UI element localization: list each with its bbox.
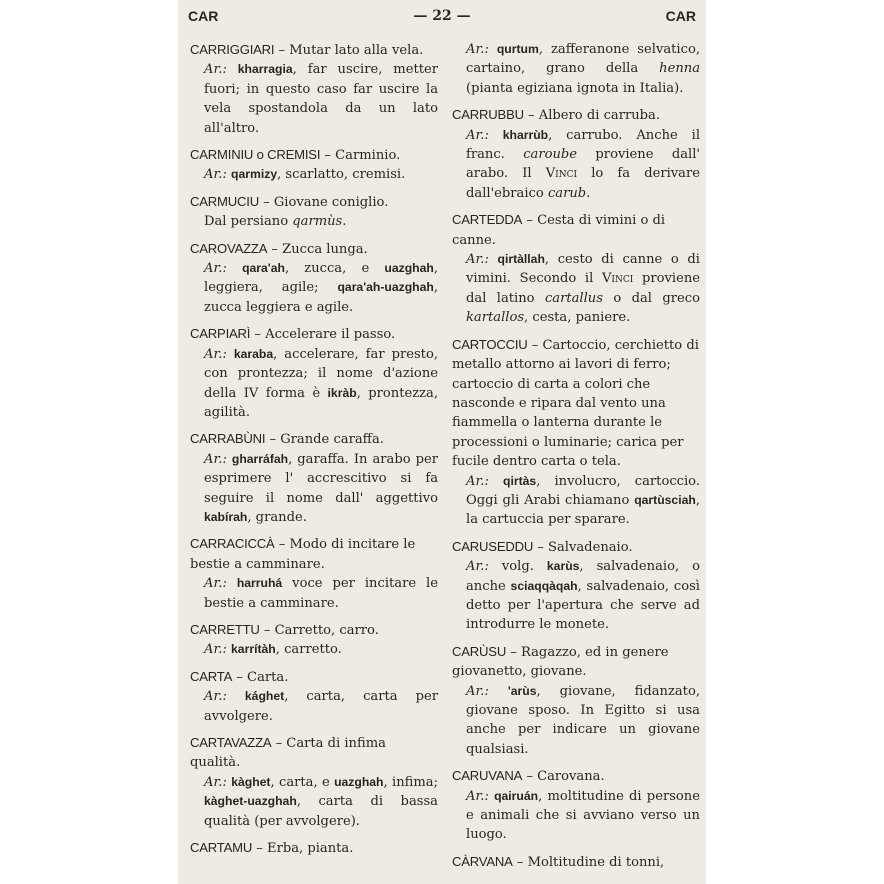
arabic-term: uazghah (334, 774, 384, 789)
cited-term: caroube (523, 147, 578, 163)
language-label: Ar.: (204, 167, 227, 183)
headword: CARÙSU (452, 643, 507, 659)
dictionary-entry (452, 210, 700, 327)
headword: CARMINIU o CREMISI (190, 147, 321, 163)
cited-term: Vinci (545, 166, 578, 182)
arabic-term: harruhá (236, 576, 283, 591)
dictionary-entry (452, 335, 700, 530)
headword: CARTOCCIU (452, 336, 528, 352)
definition: Modo di incitare le bestie a camminare. (190, 537, 416, 572)
definition: Zucca lunga. (282, 241, 368, 257)
arabic-term: gharráfah (231, 451, 289, 466)
entry-headline: CARUSEDDU – Salvadenaio. (452, 538, 633, 555)
dictionary-entry (190, 429, 438, 527)
definition: Carretto, carro. (274, 622, 379, 638)
dictionary-entry (190, 324, 438, 422)
dictionary-entry (190, 239, 438, 318)
dictionary-entry (452, 40, 700, 98)
headword: CARTAVAZZA (190, 735, 272, 750)
entry-headline: CARTAVAZZA – Carta di infima qualità. (190, 735, 386, 771)
language-label: Ar.: (466, 127, 489, 143)
entry-headline: CARRETTU – Carretto, carro. (190, 621, 379, 638)
etymology: Ar.: karrítàh, carretto. (204, 642, 342, 658)
headword: CARRIGGIARI (190, 42, 275, 57)
arabic-term: karrítàh (231, 642, 276, 657)
right-column (452, 40, 700, 879)
dictionary-entry (190, 534, 438, 613)
definition: Ragazzo, ed in genere giovanetto, giovane. (452, 644, 669, 680)
etymology: Ar.: 'arùs, giovane, fidanzato, giovane sposo. In Egitto si usa anche per indicare un giovane qualsiasi. (466, 683, 700, 757)
arabic-term: ikràb (327, 385, 357, 400)
definition: Carta di infima qualità. (190, 736, 386, 771)
language-label: Ar.: (204, 261, 227, 277)
definition: Salvadenaio. (548, 539, 633, 555)
dictionary-entry (452, 537, 700, 635)
dictionary-entry (452, 852, 700, 872)
language-label: Ar.: (466, 252, 489, 268)
headword: CARRACICCÀ (190, 536, 275, 552)
entry-headline: CARTA – Carta. (190, 668, 289, 685)
language-label: Ar.: (466, 788, 489, 804)
headword: CARRUBBU (452, 107, 524, 123)
dictionary-entry (452, 642, 700, 759)
arabic-term: qara'ah-uazghah (337, 280, 434, 295)
dictionary-entry (190, 192, 438, 232)
language-label: Ar.: (466, 683, 489, 699)
cited-term: qarmùs (292, 214, 343, 230)
headword: CARTA (190, 668, 233, 684)
entry-headline: CÀRVANA – Moltitudine di tonni, (452, 853, 665, 870)
page-header (188, 8, 696, 28)
cited-term: Vinci (601, 271, 634, 287)
entry-headline: CARRUBBU – Albero di carruba. (452, 107, 661, 124)
etymology: Ar.: qara'ah, zucca, e uazghah, leggiera, agile; qara'ah-uazghah, zucca leggiera e agile. (204, 261, 438, 315)
definition: Grande caraffa. (280, 432, 384, 448)
page-number: — 22 — (413, 8, 471, 24)
cited-term: henna (659, 61, 700, 77)
arabic-term: qartùsciah (634, 492, 696, 507)
etymology: Ar.: qurtum, zafferanone selvatico, cartaino, grano della henna (pianta egiziana ignota in Italia). (466, 42, 700, 96)
definition: Cesta di vimini o di canne. (452, 213, 666, 248)
dictionary-entry (190, 145, 438, 185)
definition: Mutar lato alla vela. (289, 43, 424, 58)
arabic-term: qairuán (494, 788, 539, 803)
etymology: Ar.: qairuán, moltitudine di persone e animali che si avviano verso un luogo. (466, 788, 700, 843)
headword: CARTEDDA (452, 212, 523, 228)
entry-headline: CARTEDDA – Cesta di vimini o di canne. (452, 212, 666, 248)
entry-headline: CARPIARÌ – Accelerare il passo. (190, 326, 396, 343)
headword: CÀRVANA (452, 853, 513, 869)
header-right-guideword: CAR (665, 8, 696, 24)
entry-headline: CARTAMU – Erba, pianta. (190, 840, 354, 857)
headword: CARRABÙNI (190, 431, 266, 447)
dictionary-entry (190, 40, 438, 138)
language-label: Ar.: (466, 559, 489, 575)
headword: CARPIARÌ (190, 326, 251, 342)
language-label: Ar.: (204, 346, 227, 362)
entry-headline: CARRACICCÀ – Modo di incitare le bestie a camminare. (190, 536, 416, 572)
language-label: Ar.: (466, 473, 489, 489)
arabic-term: qarmizy (231, 167, 278, 182)
etymology: Ar.: qirtàllah, cesto di canne o di vimini. Secondo il Vinci proviene dal latino cartallus o dal greco kartallos, cesta, paniere. (466, 252, 700, 326)
etymology: Ar.: gharráfah, garaffa. In arabo per esprimere l' accrescitivo si fa seguire il nome dall' aggettivo kabírah, grande. (204, 451, 439, 525)
definition: Cartoccio, cerchietto di metallo attorno ai lavori di ferro; cartoccio di carta a colori che nasconde e ripara dal vento una fiammella o lanterna durante le processioni o luminarie; carica per fucile dentro carta o tela. (452, 337, 699, 470)
arabic-term: kharragia (237, 62, 293, 77)
left-column (190, 40, 438, 865)
dictionary-entry (190, 667, 438, 726)
arabic-term: kabírah (204, 509, 248, 524)
dictionary-entry (190, 620, 438, 660)
definition: Giovane coniglio. (273, 194, 389, 210)
etymology: Ar.: qarmizy, scarlatto, cremisi. (204, 167, 406, 183)
cited-term: carub (547, 185, 587, 201)
cited-term: cartallus (544, 290, 603, 306)
language-label: Ar.: (204, 62, 227, 78)
etymology: Ar.: qirtàs, involucro, cartoccio. Oggi gli Arabi chiamano qartùsciah, la cartuccia per sparare. (466, 473, 700, 528)
headword: CARTAMU (190, 840, 253, 856)
etymology: Dal persiano qarmùs. (204, 214, 347, 230)
definition: Carminio. (335, 148, 401, 164)
etymology: Ar.: karaba, accelerare, far presto, con prontezza; il nome d'azione della IV forma è ikràb, prontezza, agilità. (204, 346, 438, 420)
arabic-term: kharrùb (502, 127, 549, 142)
arabic-term: qara'ah (242, 261, 285, 276)
language-label: Ar.: (204, 642, 227, 658)
arabic-term: qirtàllah (497, 252, 545, 267)
entry-headline: CAROVAZZA – Zucca lunga. (190, 240, 368, 257)
language-label: Ar.: (204, 451, 227, 467)
entry-headline: CARRABÙNI – Grande caraffa. (190, 431, 384, 448)
dictionary-entry (190, 838, 438, 858)
definition: Carta. (247, 669, 289, 685)
arabic-term: 'arùs (507, 683, 537, 698)
etymology: Ar.: kághet, carta, carta per avvolgere. (204, 689, 438, 724)
header-left-guideword: CAR (188, 8, 219, 24)
entry-headline: CARRIGGIARI – Mutar lato alla vela. (190, 42, 424, 58)
language-label: Ar.: (204, 689, 227, 705)
definition: Erba, pianta. (267, 841, 354, 857)
entry-headline: CARÙSU – Ragazzo, ed in genere giovanetto, giovane. (452, 643, 669, 680)
arabic-term: karùs (546, 559, 580, 574)
entry-headline: CARUVANA – Carovana. (452, 768, 605, 785)
dictionary-entry (452, 105, 700, 203)
etymology: Ar.: kharragia, far uscire, metter fuori; in questo caso far uscire la vela spostandola da un lato all'altro. (204, 62, 438, 136)
etymology: Ar.: kàghet, carta, e uazghah, infima; kàghet-uazghah, carta di bassa qualità (per avvolgere). (204, 774, 438, 829)
etymology: Ar.: kharrùb, carrubo. Anche il franc. caroube proviene dall' arabo. Il Vinci lo fa derivare dall'ebraico carub. (466, 127, 701, 201)
dictionary-page (178, 0, 706, 884)
arabic-term: sciaqqàqah (510, 578, 578, 593)
language-label: Ar.: (204, 774, 227, 790)
arabic-term: kághet (244, 689, 285, 704)
dictionary-entry (452, 766, 700, 845)
cited-term: kartallos (466, 310, 525, 326)
arabic-term: qurtum (496, 42, 539, 56)
definition: Albero di carruba. (538, 108, 661, 124)
entry-headline: CARTOCCIU – Cartoccio, cerchietto di metallo attorno ai lavori di ferro; cartoccio di carta a colori che nasconde e ripara dal vento una fiammella o lanterna durante le processioni o luminarie; carica per fucile dentro carta o tela. (452, 336, 699, 470)
language-label: Ar.: (204, 576, 227, 592)
headword: CARUVANA (452, 768, 523, 784)
dictionary-entry (190, 733, 438, 831)
arabic-term: qirtàs (503, 473, 537, 488)
etymology: Ar.: harruhá voce per incitare le bestie a camminare. (204, 576, 438, 611)
entry-headline: CARMUCIU – Giovane coniglio. (190, 193, 389, 210)
definition: Moltitudine di tonni, (527, 854, 665, 870)
entry-headline: CARMINIU o CREMISI – Carminio. (190, 147, 401, 164)
definition: Carovana. (537, 769, 605, 785)
arabic-term: karaba (233, 346, 274, 361)
definition: Accelerare il passo. (265, 327, 396, 343)
headword: CARRETTU (190, 621, 260, 637)
headword: CARUSEDDU (452, 538, 534, 554)
etymology: Ar.: volg. karùs, salvadenaio, o anche sciaqqàqah, salvadenaio, così detto per l'apertura che serve ad introdurre le monete. (466, 559, 700, 633)
arabic-term: kàghet (231, 774, 271, 789)
headword: CARMUCIU (190, 193, 259, 209)
arabic-term: kàghet-uazghah (204, 794, 297, 809)
arabic-term: uazghah (384, 261, 434, 276)
headword: CAROVAZZA (190, 240, 268, 256)
language-label: Ar.: (466, 42, 489, 57)
